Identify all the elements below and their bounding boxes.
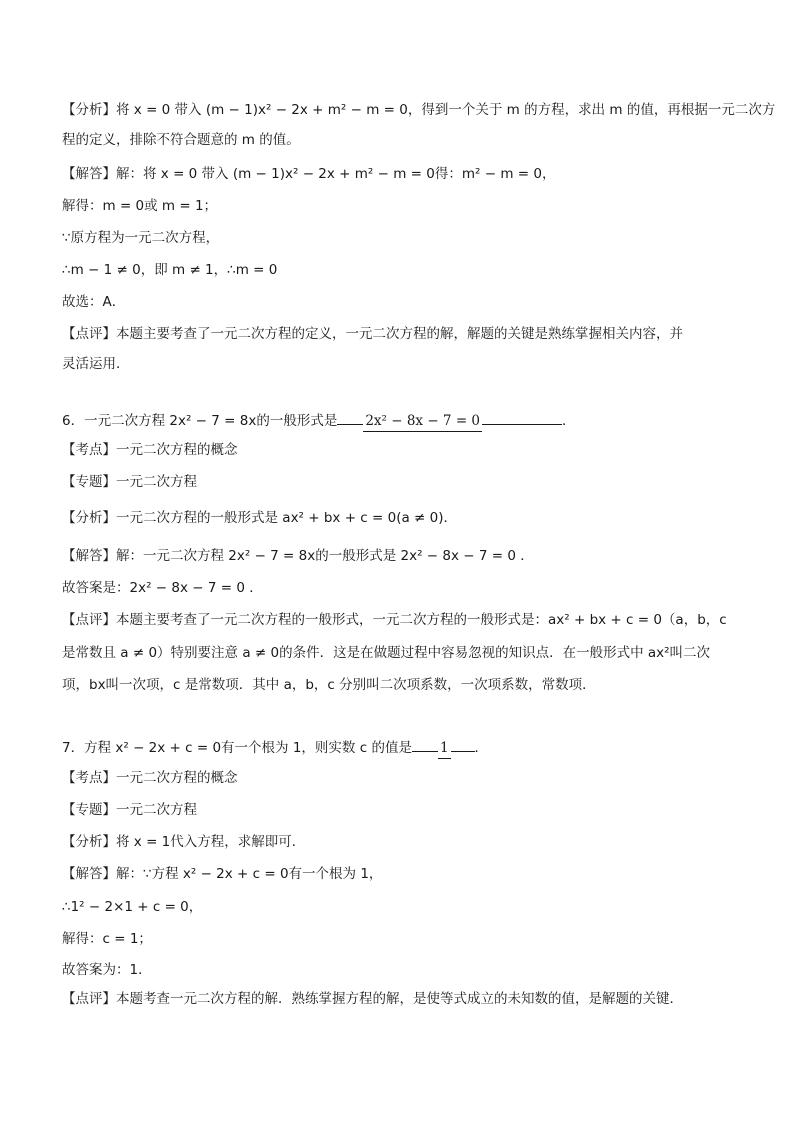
q5-analysis-line-1: 【分析】将 x = 0 带入 (m − 1)x² − 2x + m² − m = 0，得到一个关于 m 的方程，求出 m 的值，再根据一元二次方 [62,102,776,118]
q7-solution-line-3: 解得：c = 1； [62,931,152,947]
q6-question-text: 6．一元二次方程 2x² − 7 = 8x的一般形式是 [62,413,338,429]
q5-solution-line-4: ∴m − 1 ≠ 0，即 m ≠ 1，∴m = 0 [62,262,278,278]
q7-blank-left [412,737,438,752]
q6-blank-left [337,410,363,425]
q7-comment: 【点评】本题考查一元二次方程的解．熟练掌握方程的解，是使等式成立的未知数的值，是解题的关键． [62,991,683,1007]
q5-comment-line-1: 【点评】本题主要考查了一元二次方程的定义，一元二次方程的解，解题的关键是熟练掌握相关内容，并 [62,326,683,342]
q7-final: 故答案为：1． [62,962,152,978]
q6-solution: 【解答】解：一元二次方程 2x² − 7 = 8x的一般形式是 2x² − 8x − 7 = 0 ． [62,548,534,564]
q5-choice: 故选：A． [62,294,126,310]
q7-solution-line-2: ∴1² − 2×1 + c = 0， [62,899,203,915]
q7-kaodian: 【考点】一元二次方程的概念 [62,770,238,786]
q5-solution-line-2: 解得：m = 0或 m = 1； [62,198,218,214]
q7-question [62,737,744,759]
q7-question-end: ． [474,740,489,756]
q5-comment-line-2: 灵活运用． [62,356,130,372]
q7-blank-right [451,737,475,752]
q6-analysis: 【分析】一元二次方程的一般形式是 ax² + bx + c = 0(a ≠ 0)． [62,510,458,526]
q6-comment-line-1: 【点评】本题主要考查了一元二次方程的一般形式，一元二次方程的一般形式是：ax² + bx + c = 0（a，b，c [62,612,727,628]
q7-question-text: 7．方程 x² − 2x + c = 0有一个根为 1，则实数 c 的值是 [62,740,412,756]
q5-analysis-line-2: 程的定义，排除不符合题意的 m 的值。 [62,132,300,148]
q7-analysis: 【分析】将 x = 1代入方程，求解即可． [62,834,306,850]
q5-solution-line-1: 【解答】解：将 x = 0 带入 (m − 1)x² − 2x + m² − m = 0得：m² − m = 0， [62,166,556,182]
q5-solution-line-3: ∵原方程为一元二次方程， [62,230,220,246]
q6-final: 故答案是：2x² − 8x − 7 = 0 ． [62,580,263,596]
q6-comment-line-2: 是常数且 a ≠ 0）特别要注意 a ≠ 0的条件．这是在做题过程中容易忽视的知识点．在一般形式中 ax²叫二次 [62,645,711,661]
q7-zhuanti: 【专题】一元二次方程 [62,802,197,818]
q7-answer: 1 [438,738,451,759]
q6-answer: 2x² − 8x − 7 = 0 [363,411,482,432]
q6-blank-right [482,410,562,425]
q6-question [62,410,744,432]
q6-comment-line-3: 项，bx叫一次项，c 是常数项．其中 a，b，c 分别叫二次项系数，一次项系数，常数项． [62,677,596,693]
q6-zhuanti: 【专题】一元二次方程 [62,474,197,490]
q6-kaodian: 【考点】一元二次方程的概念 [62,442,238,458]
q7-solution-line-1: 【解答】解：∵方程 x² − 2x + c = 0有一个根为 1， [62,866,383,882]
q6-question-end: ． [562,413,576,429]
